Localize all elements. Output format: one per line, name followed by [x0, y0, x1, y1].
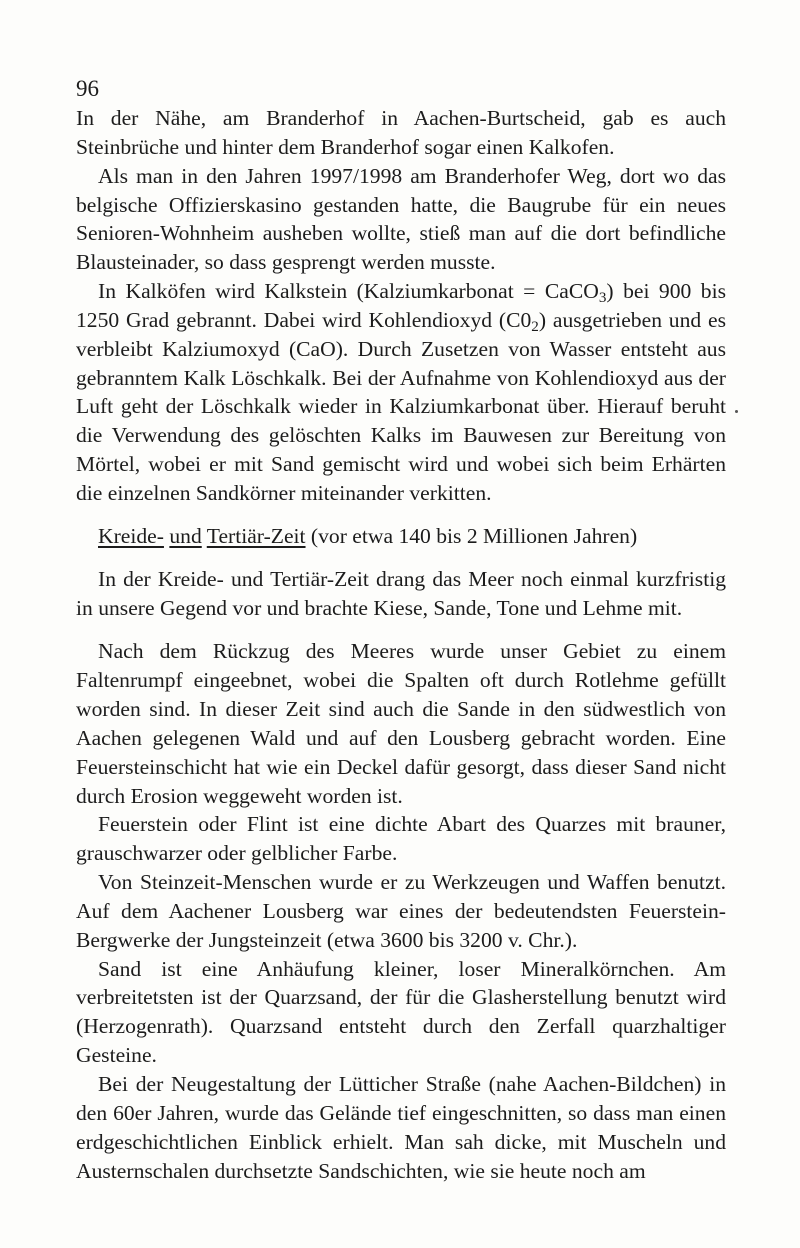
paragraph-branderhof: In der Nähe, am Branderhof in Aachen-Burtscheid, gab es auch Steinbrüche und hinter dem Branderhof sogar einen Kalkofen. [76, 106, 726, 159]
kalkofen-text-part-1: In Kalköfen wird Kalkstein (Kalziumkarbonat = CaCO [98, 279, 599, 304]
subscript-two: 2 [531, 318, 539, 335]
book-page [76, 74, 726, 1185]
heading-word-tertiaer: Tertiär-Zeit [206, 523, 306, 548]
print-speck [735, 410, 738, 413]
paragraph-feuerstein: Feuerstein oder Flint ist eine dichte Abart des Quarzes mit brauner, grauschwarzer oder gelblicher Farbe. [76, 812, 726, 866]
paragraph-meer: In der Kreide- und Tertiär-Zeit drang das Meer noch einmal kurzfristig in unsere Gegend vor und brachte Kiese, Sande, Tone und Lehme mit. [76, 566, 726, 620]
paragraph-kalkofen [76, 277, 726, 508]
paragraph-rueckzug: Nach dem Rückzug des Meeres wurde unser Gebiet zu einem Faltenrumpf eingeebnet, wobei die Spalten oft durch Rotlehme gefüllt worden sind. In dieser Zeit sind auch die Sande in den südwestlich von Aachen gelegenen Wald und auf den Lousberg gebracht worden. Eine Feuersteinschicht hat wie ein Deckel dafür gesorgt, dass dieser Sand nicht durch Erosion weggeweht worden ist. [76, 639, 726, 808]
subscript-three: 3 [598, 289, 607, 306]
kalkofen-text-part-2: ) bei 900 bis 1250 Grad gebrannt. Dabei wird Kohlendioxyd (C0 [76, 279, 726, 332]
paragraph-steinzeit: Von Steinzeit-Menschen wurde er zu Werkzeugen und Waffen benutzt. Auf dem Aachener Lousberg war eines der bedeutendsten Feuerstein-Bergwerke der Jungsteinzeit (etwa 3600 bis 3200 v. Chr.). [76, 870, 726, 952]
page-number: 96 [76, 76, 99, 101]
heading-word-und: und [169, 523, 202, 548]
heading-date-range: (vor etwa 140 bis 2 Millionen Jahren) [305, 523, 638, 548]
paragraph-baugrube: Als man in den Jahren 1997/1998 am Branderhofer Weg, dort wo das belgische Offizierskasino gestanden hatte, die Baugrube für ein neues Senioren-Wohnheim ausheben wollte, stieß man auf die dort befindliche Blausteinader, so dass gesprengt werden musste. [76, 163, 726, 275]
heading-word-kreide: Kreide- [98, 523, 164, 548]
kalkofen-text-part-3: ) ausgetrieben und es verbleibt Kalziumoxyd (CaO). Durch Zusetzen von Wasser entsteht aus gebranntem Kalk Löschkalk. Bei der Aufnahme von Kohlendioxyd aus der Luft geht der Löschkalk wieder in Kalziumkarbonat über. Hierauf beruht die Verwendung des gelöschten Kalks im Bauwesen zur Bereitung von Mörtel, wobei er mit Sand gemischt wird und wobei sich beim Erhärten die einzelnen Sandkörner miteinander verkitten. [76, 307, 726, 505]
section-heading-kreide-tertiaer [76, 508, 726, 565]
paragraph-sand: Sand ist eine Anhäufung kleiner, loser Mineralkörnchen. Am verbreitetsten ist der Quarzsand, der für die Glasherstellung benutzt wird (Herzogenrath). Quarzsand entsteht durch den Zerfall quarzhaltiger Gesteine. [76, 956, 726, 1068]
paragraph-luetticher-strasse: Bei der Neugestaltung der Lütticher Straße (nahe Aachen-Bildchen) in den 60er Jahren, wurde das Gelände tief eingeschnitten, so dass man einen erdgeschichtlichen Einblick erhielt. Man sah dicke, mit Muscheln und Austernschalen durchsetzte Sandschichten, wie sie heute noch am [76, 1072, 726, 1183]
